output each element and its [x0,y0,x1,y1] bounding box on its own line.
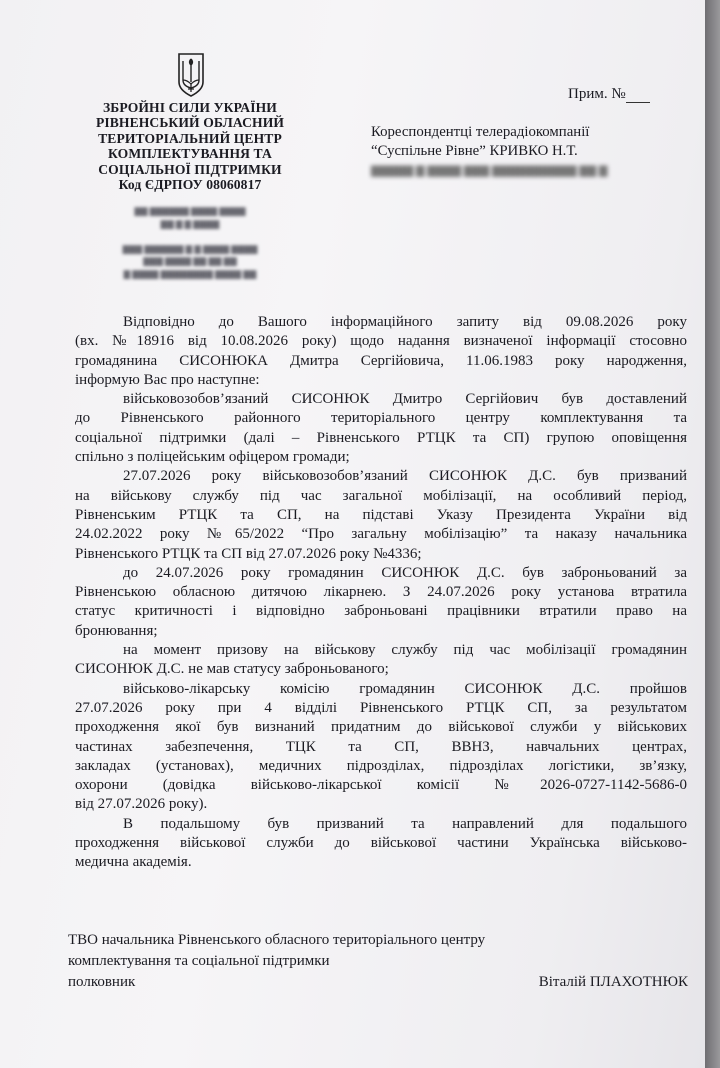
issuer-block [70,100,310,192]
issuer-line: ЗБРОЙНІ СИЛИ УКРАЇНИ [103,100,277,115]
body-line: статус критичності і відповідно заброньовані працівники втратили право на [75,603,687,620]
body-line: на військову службу під час загальної мобілізації, на особливий період, [75,487,687,504]
signatory-title: ТВО начальника Рівненського обласного територіального центру [68,932,486,948]
body-line: від 27.07.2026 року). [75,796,208,813]
edrpou-code: Код ЄДРПОУ 08060817 [118,177,262,193]
body-line: частинах забезпечення, ТЦК та СП, ВВНЗ, навчальних центрах, [75,738,687,755]
issuer-line: КОМПЛЕКТУВАННЯ ТА [108,146,272,162]
addressee-block [371,123,589,161]
signatory-title: комплектування та соціальної підтримки [68,953,330,969]
body-line: медична академія. [75,854,192,871]
redacted-address: ▇▇▇▇▇ ▇ ▇▇▇▇ ▇▇▇ ▇▇▇▇▇▇▇▇▇▇ ▇▇ ▇ [371,165,608,177]
tryzub-icon [176,52,206,98]
registration-blank [626,88,650,103]
body-line: до 24.07.2026 року громадянин СИСОНЮК Д.С. був заброньований за [123,564,687,581]
body-line: СИСОНЮК Д.С. не мав статусу заброньованого; [75,661,389,678]
body-line: на момент призову на військову службу під час мобілізації громадянин [123,642,687,659]
addressee-line: Кореспондентці телерадіокомпанії [371,124,590,140]
registration-label: Прим. № [568,86,626,102]
body-line: Рівненським РТЦК та СП, на підставі Указу Президента України від [75,506,687,523]
addressee-line: “Суспільне Рівне” КРИВКО Н.Т. [371,143,578,159]
body-line: (вх. №18916 від 10.08.2026 року) щодо надання визначеної інформації стосовно [75,333,687,350]
body-line: Рівненською обласною дитячою лікарнею. З 24.07.2026 року установа втратила [75,584,687,601]
body-line: Рівненського РТЦК та СП від 27.07.2026 року №4336; [75,545,422,562]
body-line: закладах (установах), медичних підрозділах, підрозділах логістики, зв’язку, [75,757,687,774]
signature-block [68,930,688,993]
body-line: інформую Вас про наступне: [75,371,260,388]
body-line: до Рівненського районного територіального центру комплектування та [75,410,687,427]
issuer-line: ТЕРИТОРІАЛЬНИЙ ЦЕНТР [98,130,282,146]
issuer-line: СОЦІАЛЬНОЇ ПІДТРИМКИ [98,161,282,177]
body-line: проходження військової служби до військової частини Українська військово- [75,835,687,852]
signatory-name: Віталій ПЛАХОТНЮК [538,974,688,990]
body-line: Відповідно до Вашого інформаційного запиту від 09.08.2026 року [123,314,687,330]
body-line: проходження якої був визнаний придатним до військової служби у військових [75,719,687,736]
body-line: В подальшому був призваний та направлений для подальшого [123,815,687,832]
issuer-line: РІВНЕНСЬКИЙ ОБЛАСНИЙ [95,115,285,131]
body-line: 27.07.2026 року військовозобов’язаний СИСОНЮК Д.С. був призваний [123,468,687,485]
body-line: 24.02.2022 року №65/2022 “Про загальну мобілізацію” та наказу начальника [75,526,687,543]
body-line: спільно з поліцейським офіцером громади; [75,449,350,466]
body-line: 27.07.2026 року при 4 відділі Рівненського РТЦК СП, за результатом [75,699,687,716]
body-line: охорони (довідка військово-лікарської комісії №2026-0727-1142-5686-0 [75,777,687,794]
registration-number [568,86,650,103]
body-line: бронювання; [75,622,158,639]
signatory-rank: полковник [68,974,136,990]
page-edge-shadow [705,0,720,1068]
body-line: військово-лікарську комісію громадянин СИСОНЮК Д.С. пройшов [123,680,687,697]
letter-body [75,313,687,873]
body-line: громадянина СИСОНЮКА Дмитра Сергійовича, 11.06.1983 року народження, [75,352,687,369]
body-line: соціальної підтримки (далі – Рівненського РТЦК та СП) групою оповіщення [75,429,687,446]
redacted-issuer-details: ▇▇ ▇▇▇▇▇▇ ▇▇▇▇ ▇▇▇▇ ▇▇ ▇ ▇ ▇▇▇▇ ▇▇▇ ▇▇▇▇▇▇ ▇ ▇ ▇▇▇▇ ▇▇▇▇ ▇▇▇ ▇▇▇▇ ▇▇ ▇▇ ▇▇ ▇ ▇▇▇▇ ▇▇▇▇▇▇▇▇ ▇▇▇▇ ▇▇ [122,206,258,279]
body-line: військовозобов’язаний СИСОНЮК Дмитро Сергійович був доставлений [123,391,687,408]
